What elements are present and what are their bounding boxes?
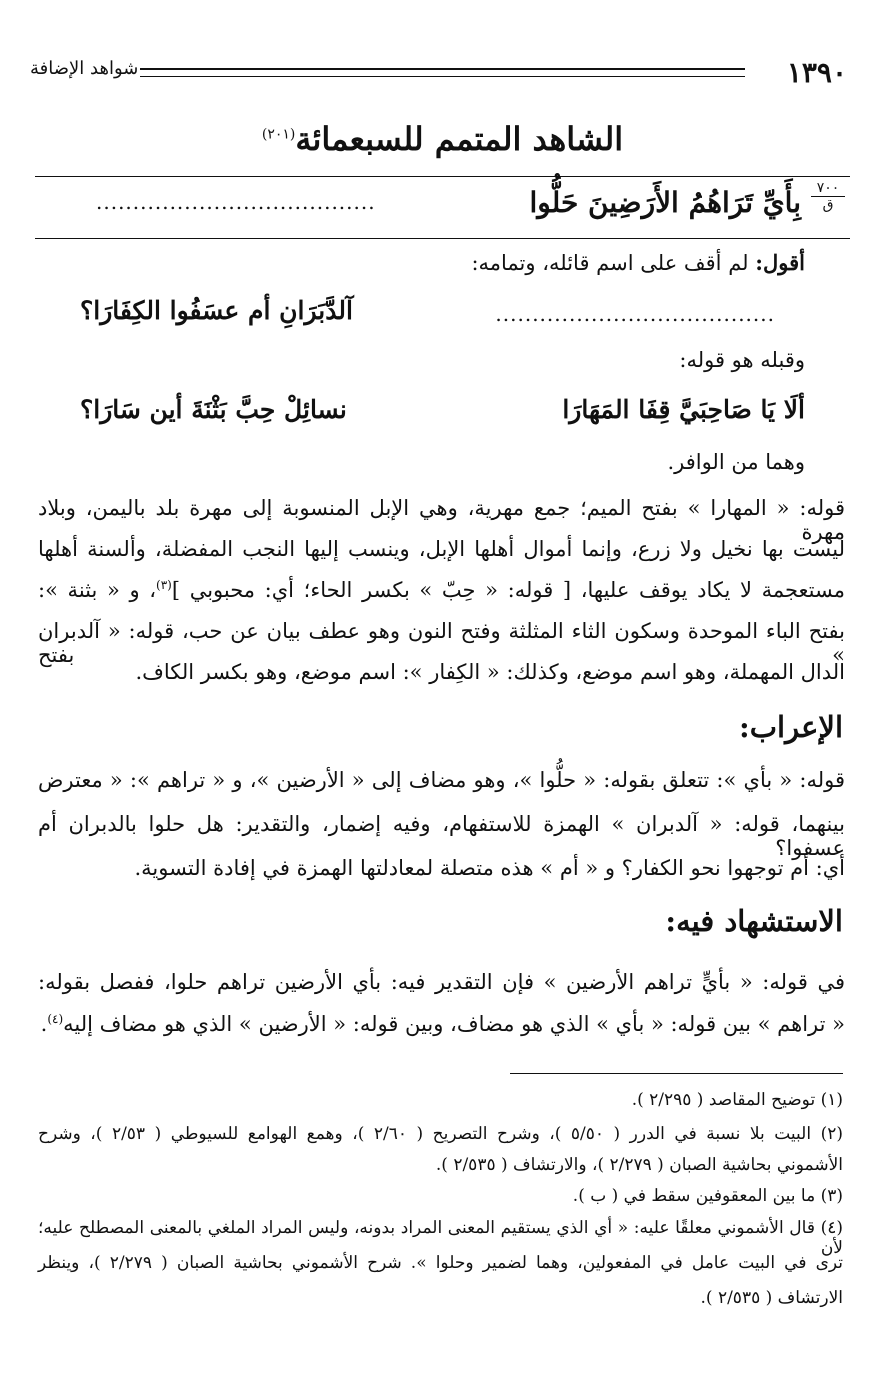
footnote-rule bbox=[510, 1073, 843, 1074]
footnote-ref: (٣) bbox=[156, 578, 172, 592]
meter-line: وهما من الوافر. bbox=[667, 450, 805, 474]
verse-rule-top bbox=[35, 176, 850, 177]
irab-line: قوله: « بأي »: تتعلق بقوله: « حلُّوا »، وهو مضاف إلى « الأرضين »، و « تراهم »: « معترض bbox=[38, 768, 845, 792]
verse-rule-bottom bbox=[35, 238, 850, 239]
verse-number-bottom: ق bbox=[822, 197, 834, 213]
page-number: ١٣٩٠ bbox=[786, 56, 847, 89]
footnote-ref: (٤) bbox=[47, 1012, 64, 1026]
intro-label: أقول: bbox=[755, 250, 805, 275]
verse-text: بِأَيِّ تَرَاهُمُ الأَرَضِينَ حَلُّوا bbox=[529, 186, 801, 219]
prev-verse-right: ألَا يَا صَاحِبَيَّ قِفَا المَهَارَا bbox=[562, 395, 805, 424]
before-label: وقبله هو قوله: bbox=[679, 348, 805, 372]
footnote: (١) توضيح المقاصد ( ٢/٢٩٥ ). bbox=[631, 1090, 843, 1110]
paragraph-line-tail: ، و « بثنة »: bbox=[38, 578, 157, 602]
prev-verse-left: نسائِلْ حِبَّ بَثْنَةَ أين سَارَا؟ bbox=[80, 395, 347, 424]
footnote: (٤) قال الأشموني معلقًا عليه: « أي الذي يستقيم المعنى المراد بدونه، وليس المراد الملغي بالمعنى المصطلح عليه؛ لأن bbox=[38, 1218, 843, 1258]
paragraph-line bbox=[38, 578, 845, 602]
irab-line: أي: أم توجهوا نحو الكفار؟ و « أم » هذه متصلة لمعادلتها الهمزة في إفادة التسوية. bbox=[134, 856, 845, 880]
footnote: (٣) ما بين المعقوفين سقط في ( ب ). bbox=[572, 1186, 843, 1206]
running-title: شواهد الإضافة bbox=[30, 58, 139, 79]
footnote: (٢) البيت بلا نسبة في الدرر ( ٥/٥٠ )، وشرح التصريح ( ٢/٦٠ )، وهمع الهوامع للسيوطي ( ٢/٥٣ )، وشرح bbox=[38, 1124, 843, 1144]
section-title-note: (٢٠١) bbox=[261, 126, 296, 143]
sentence-end: . bbox=[40, 1012, 48, 1036]
verse-number-top: ٧٠٠ bbox=[811, 180, 845, 197]
footnote: ترى في البيت عامل في المفعولين، وهما لضمير وحلوا ». شرح الأشموني بحاشية الصبان ( ٢/٢٧٩ )، وينظر bbox=[38, 1253, 843, 1273]
istishhad-line-text: « تراهم » بين قوله: « بأي » الذي هو مضاف، وبين قوله: « الأرضين » الذي هو مضاف إليه bbox=[63, 1012, 845, 1036]
intro-text: لم أقف على اسم قائله، وتمامه: bbox=[471, 251, 749, 275]
paragraph-line-text: مستعجمة لا يكاد يوقف عليها، [ قوله: « حِبّ » بكسر الحاء؛ أي: محبوبي ] bbox=[171, 578, 845, 602]
paragraph-line: بفتح الباء الموحدة وسكون الثاء المثلثة وفتح النون وهو عطف بيان عن حب، قوله: « آلدبران » بفتح bbox=[38, 619, 845, 667]
footnote: الأشموني بحاشية الصبان ( ٢/٢٧٩ )، والارتشاف ( ٢/٥٣٥ ). bbox=[435, 1155, 843, 1175]
paragraph-line: الدال المهملة، وهو اسم موضع، وكذلك: « الكِفار »: اسم موضع، وهو بكسر الكاف. bbox=[135, 660, 845, 684]
verse-dots: ...................................... bbox=[96, 190, 376, 214]
istishhad-line: في قوله: « بأيٍّ تراهم الأرضين » فإن التقدير فيه: بأي الأرضين تراهم حلوا، ففصل بقوله: bbox=[38, 970, 845, 994]
paragraph-line: ليست بها نخيل ولا زرع، وإنما أموال أهلها الإبل، وينسب إليها النجب المفضلة، وألسنة أهلها bbox=[38, 537, 845, 561]
section-title bbox=[0, 120, 885, 158]
istishhad-heading: الاستشهاد فيه: bbox=[665, 904, 843, 938]
footnote: الارتشاف ( ٢/٥٣٥ ). bbox=[700, 1288, 843, 1308]
verse-number bbox=[811, 180, 845, 213]
irab-line: بينهما، قوله: « آلدبران » الهمزة للاستفهام، وفيه إضمار، والتقدير: هل حلوا بالدبران أم عسفوا؟ bbox=[38, 812, 845, 860]
intro-line bbox=[471, 250, 805, 275]
irab-heading: الإعراب: bbox=[739, 710, 843, 744]
header-rule bbox=[140, 68, 745, 77]
completion-hemistich: آلدَّبَرَانِ أم عسَفُوا الكِفَارَا؟ bbox=[80, 296, 353, 325]
paragraph-line: قوله: « المهارا » بفتح الميم؛ جمع مهرية، وهي الإبل المنسوبة إلى مهرة بلد باليمن، وبلاد مهرة bbox=[38, 496, 845, 544]
section-title-text: الشاهد المتمم للسبعمائة bbox=[295, 120, 624, 158]
istishhad-line bbox=[41, 1012, 845, 1036]
completion-dots: ...................................... bbox=[495, 302, 775, 326]
